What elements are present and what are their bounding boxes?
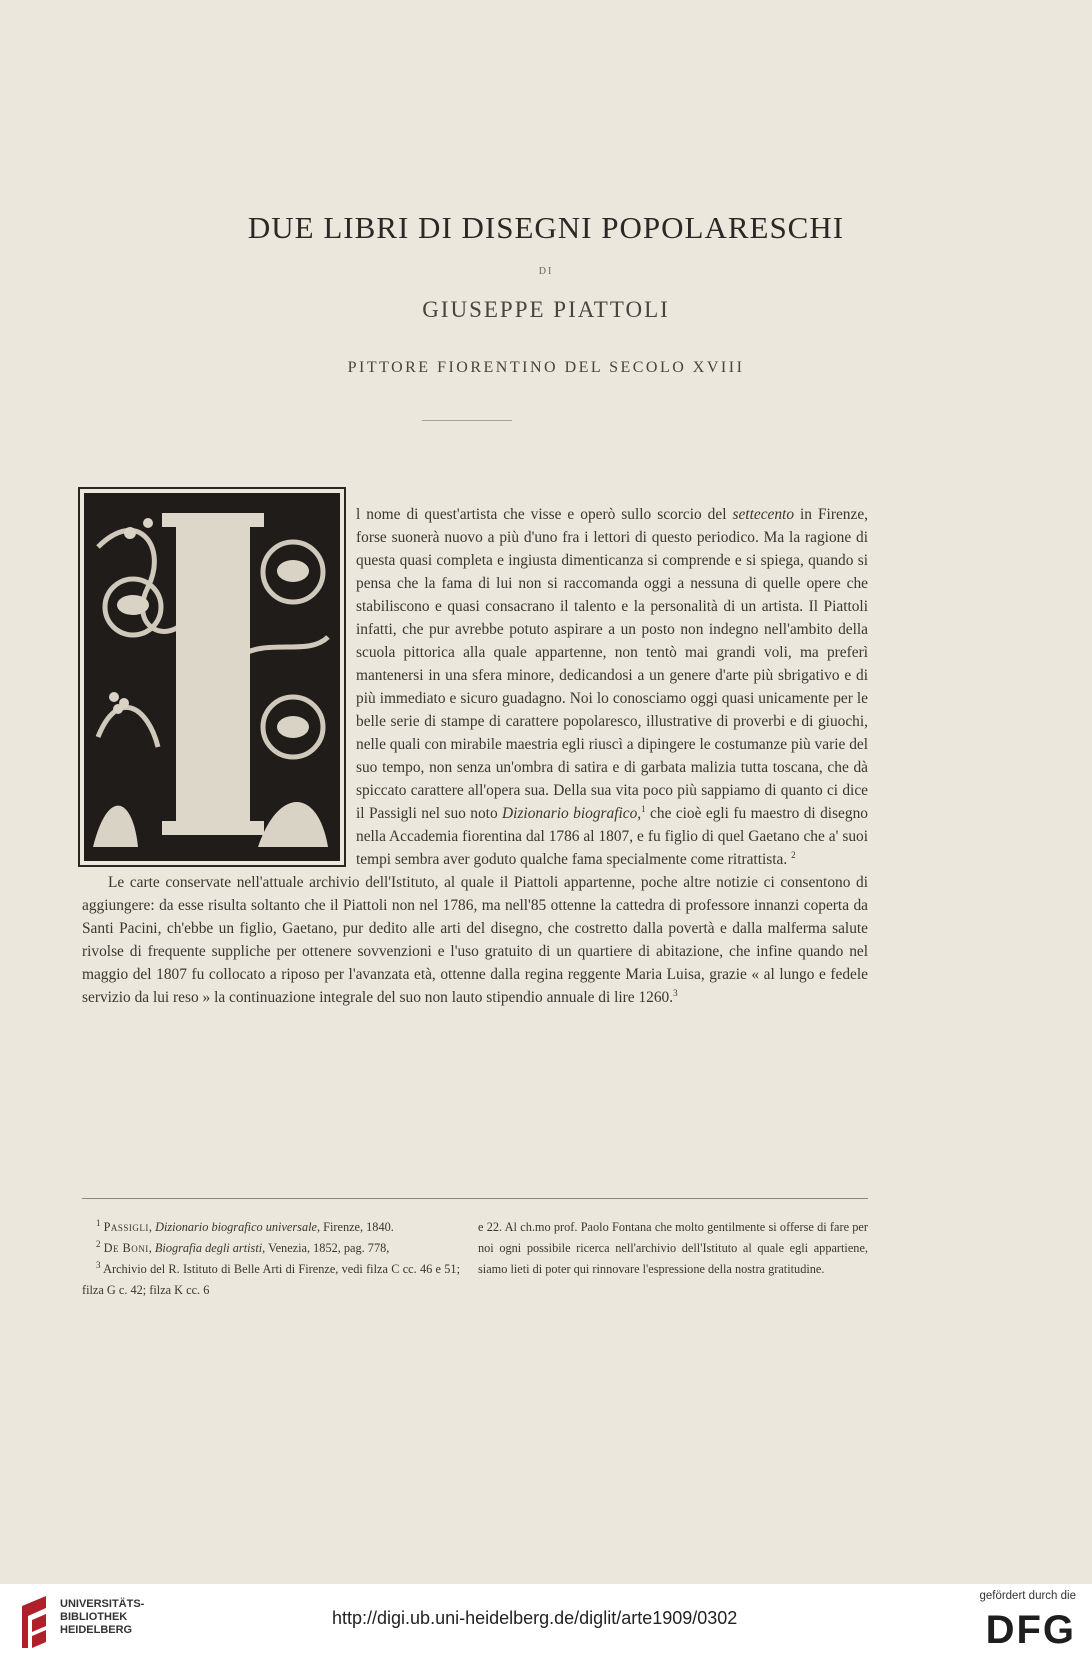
- paragraph-1-b: in Firenze, forse suonerà nuovo a più d'uno fra i lettori di questo periodico. Ma la ragione di questa quasi completa e ingiusta dimenticanza si comprende e si spiega, quando si pensa che la fama di lui non si raccomanda oggi a nessuna di quelle opere che stabiliscono e quasi consacrano il talento e la personalità di un artista. Il Piattoli infatti, che pur avrebbe potuto aspirare a un posto non indegno nell'ambito della scuola pittorica alla quale appartenne, non tentò mai grandi voli, ma preferì mantenersi in una sfera minore, dedicandosi a un genere d'arte più sbrigativo e di più immediato e sicuro guadagno. Noi lo conosciamo oggi quasi unicamente per le belle serie di stampe di carattere popolaresco, illustrative di proverbi e di giuochi, nelle quali con mirabile maestria egli riuscì a dipingere le costumanze più varie del suo tempo, non senza un'ombra di satira e di garbata malizia tutta toscana, che dà spiccato carattere all'opera sua. Della sua vita poco più sappiamo di quanto ci dice il Passigli nel suo noto: [356, 506, 868, 822]
- dfg-logo[interactable]: DFG: [985, 1608, 1076, 1652]
- footnote-3: [82, 1259, 460, 1301]
- library-line-2: BIBLIOTHEK: [60, 1611, 128, 1623]
- italic-dizionario: Dizionario biografico,: [502, 805, 642, 822]
- article-author: GIUSEPPE PIATTOLI: [422, 297, 670, 322]
- footnote-2-author: De Boni: [103, 1241, 149, 1255]
- library-line-1: UNIVERSITÄTS-: [60, 1598, 145, 1610]
- university-library-logo-icon[interactable]: [18, 1594, 50, 1650]
- footnote-2-rest: , Venezia, 1852, pag. 778,: [262, 1241, 390, 1255]
- footnotes-right-column: [478, 1217, 868, 1280]
- footnote-divider: [82, 1198, 868, 1199]
- footnote-3-continued: e 22. Al ch.mo prof. Paolo Fontana che molto gentilmente si offerse di fare per noi ogni possibile ricerca nell'archivio dell'Istituto al quale egli appartiene, siamo lieti di poter qui rinnovare l'espressione della nostra gratitudine.: [478, 1220, 868, 1276]
- ornamental-initial-image: [78, 487, 346, 867]
- footnote-2-separator: ,: [148, 1241, 155, 1255]
- footnote-1-author: Passigli: [103, 1220, 149, 1234]
- italic-settecento: settecento: [732, 506, 795, 523]
- footnote-2: [82, 1238, 460, 1259]
- footnote-1-number: 1: [96, 1217, 101, 1228]
- paragraph-1-a: l nome di quest'artista che visse e operò sullo scorcio del: [356, 506, 733, 523]
- article-subtitle: PITTORE FIORENTINO DEL SECOLO XVIII: [347, 359, 745, 376]
- footnote-1-rest: , Firenze, 1840.: [316, 1220, 394, 1234]
- article-di: DI: [538, 266, 554, 277]
- footnote-3-text: Archivio del R. Istituto di Belle Arti di Firenze, vedi filza C cc. 46 e 51; filza G c. 42; filza K cc. 6: [82, 1262, 460, 1297]
- footnote-1: [82, 1217, 460, 1238]
- digitization-footer: [0, 1584, 1092, 1658]
- footnote-1-title: Dizionario biografico universale: [155, 1220, 317, 1234]
- library-line-3: HEIDELBERG: [60, 1624, 133, 1636]
- footnote-ref-2[interactable]: 2: [791, 849, 796, 860]
- footnote-1-separator: ,: [148, 1220, 156, 1234]
- paragraph-1-c: che cioè egli fu maestro di disegno nella Accademia fiorentina dal 1786 al 1807, e fu figlio di quel Gaetano che a' suoi tempi sembra aver goduto qualche fama specialmente come ritrattista.: [356, 805, 868, 868]
- footnote-ref-3[interactable]: 3: [673, 987, 678, 998]
- footnotes-left-column: [82, 1217, 460, 1301]
- permalink-url[interactable]: http://digi.ub.uni-heidelberg.de/diglit/arte1909/0302: [332, 1608, 738, 1628]
- ornamental-initial: [78, 487, 346, 867]
- footnote-3-number: 3: [96, 1259, 101, 1270]
- funding-label: gefördert durch die: [979, 1590, 1076, 1602]
- article-body: [82, 503, 868, 1009]
- footnote-2-title: Biografia degli artisti: [154, 1241, 263, 1255]
- article-title: DUE LIBRI DI DISEGNI POPOLARESCHI: [247, 210, 845, 245]
- footnote-ref-1[interactable]: 1: [641, 803, 646, 814]
- footnote-2-number: 2: [96, 1238, 101, 1249]
- title-divider: [422, 420, 512, 421]
- paragraph-2: Le carte conservate nell'attuale archivio dell'Istituto, al quale il Piattoli appartenne, poche altre notizie ci consentono di aggiungere: da esse risulta soltanto che il Piattoli non nel 1786, ma nell'85 ottenne la cattedra di professore innanzi coperta da Santi Pacini, ch'ebbe un figlio, Gaetano, pur dedito alle arti del disegno, che costretto dalla povertà e dalla malferma salute rivolse di frequente suppliche per ottenere sovvenzioni e l'uso gratuito di un quartiere di abitazione, che infine quando nel maggio del 1807 fu collocato a riposo per l'avanzata età, ottenne dalla regina reggente Maria Luisa, grazie « al lungo e fedele servizio da lui reso » la continuazione integrale del suo non lauto stipendio annuale di lire 1260.: [82, 874, 868, 1006]
- university-library-name: [60, 1598, 144, 1637]
